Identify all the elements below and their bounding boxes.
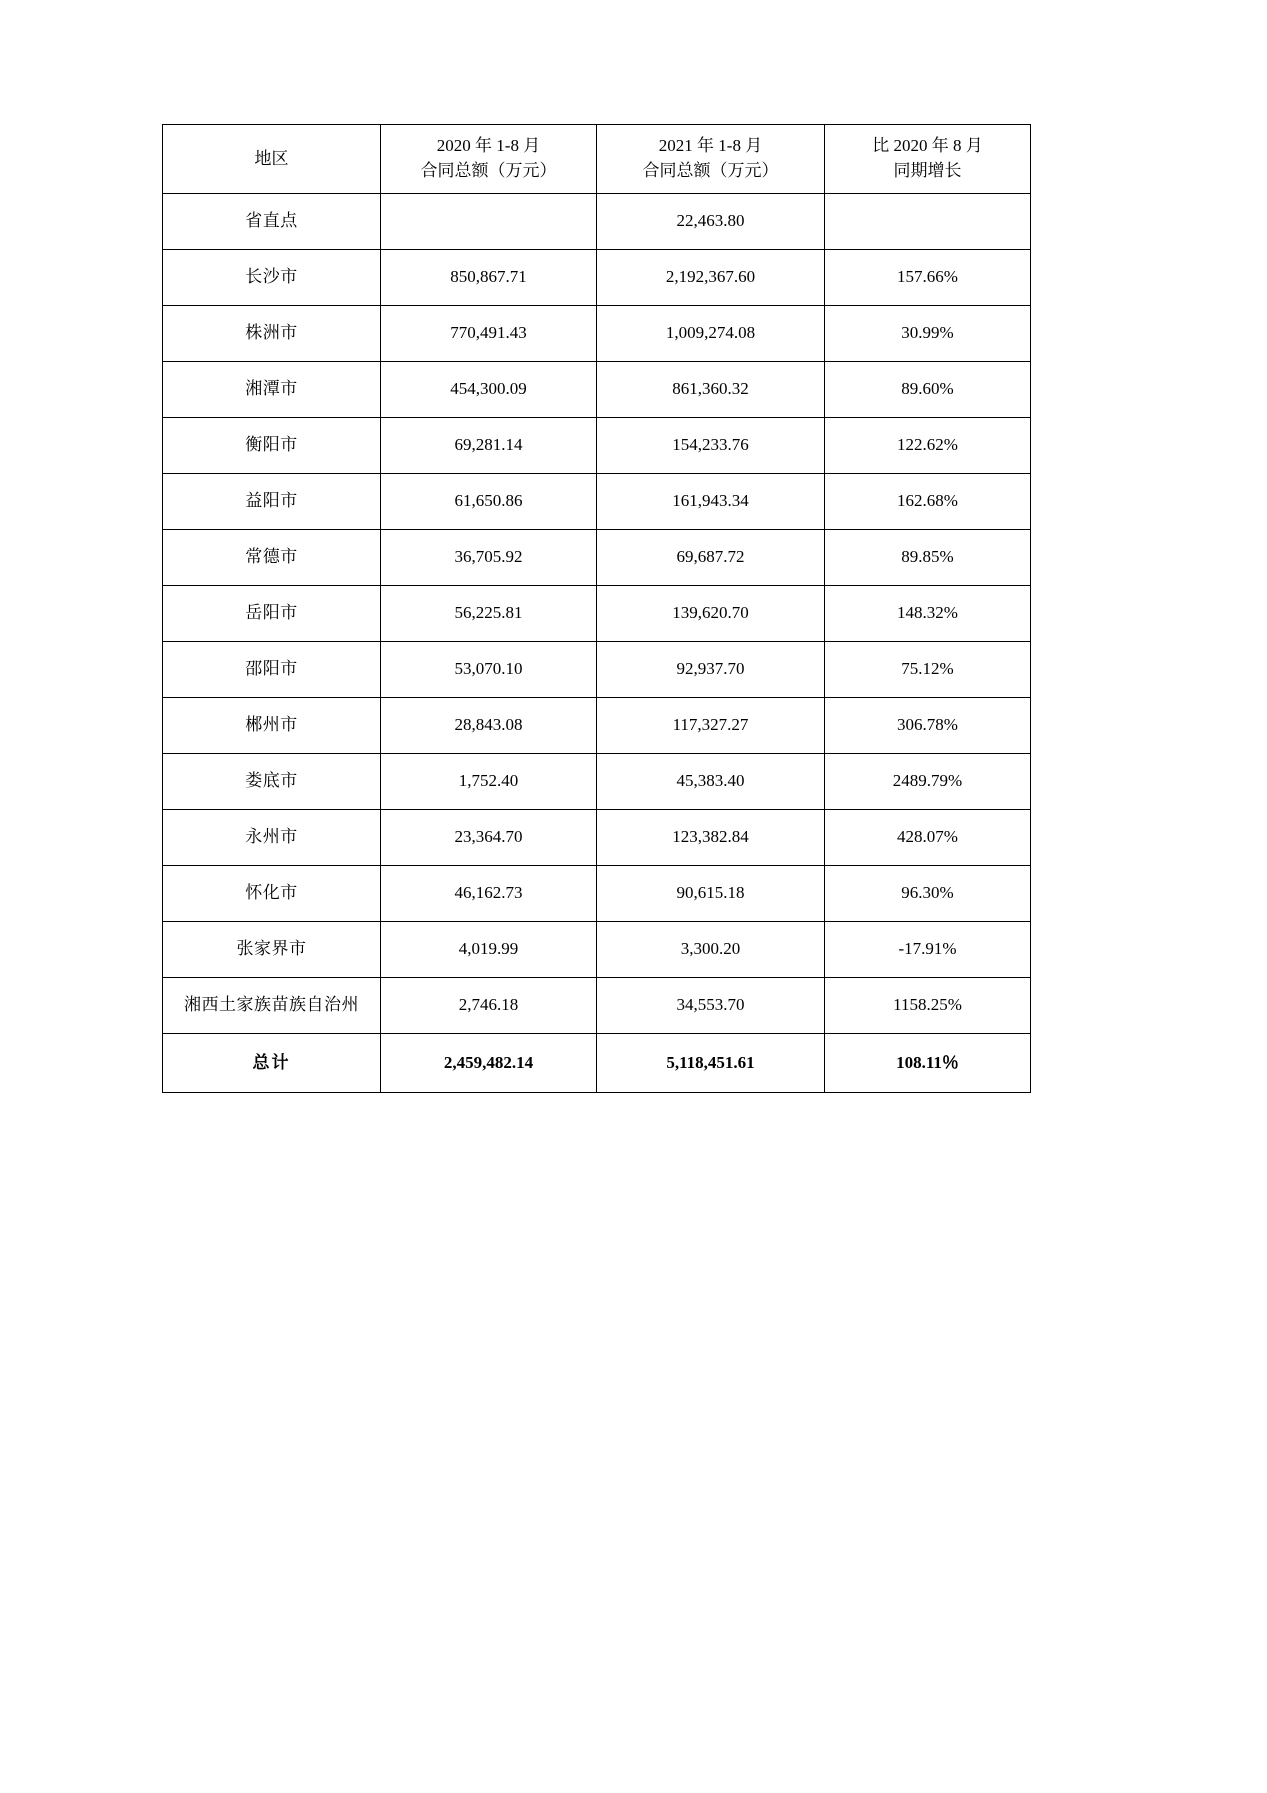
cell-2021: 1,009,274.08 bbox=[597, 306, 825, 362]
cell-2020: 36,705.92 bbox=[381, 530, 597, 586]
cell-2021: 69,687.72 bbox=[597, 530, 825, 586]
cell-2021: 861,360.32 bbox=[597, 362, 825, 418]
table-header-row bbox=[163, 125, 1031, 194]
cell-2021: 34,553.70 bbox=[597, 978, 825, 1034]
cell-2020: 4,019.99 bbox=[381, 922, 597, 978]
table-row bbox=[163, 586, 1031, 642]
cell-2021: 90,615.18 bbox=[597, 866, 825, 922]
cell-2021: 22,463.80 bbox=[597, 194, 825, 250]
cell-growth: 157.66% bbox=[825, 250, 1031, 306]
cell-region: 娄底市 bbox=[163, 754, 381, 810]
column-header-growth bbox=[825, 125, 1031, 194]
table-row bbox=[163, 922, 1031, 978]
table-body bbox=[163, 194, 1031, 1093]
cell-2020: 454,300.09 bbox=[381, 362, 597, 418]
table-row bbox=[163, 754, 1031, 810]
cell-region: 永州市 bbox=[163, 810, 381, 866]
cell-2020: 46,162.73 bbox=[381, 866, 597, 922]
cell-2021: 123,382.84 bbox=[597, 810, 825, 866]
table-row bbox=[163, 306, 1031, 362]
column-header-2020 bbox=[381, 125, 597, 194]
cell-region: 省直点 bbox=[163, 194, 381, 250]
table-row bbox=[163, 866, 1031, 922]
cell-total-2020: 2,459,482.14 bbox=[381, 1034, 597, 1093]
table-row bbox=[163, 474, 1031, 530]
cell-growth: 89.85% bbox=[825, 530, 1031, 586]
cell-total-label: 总计 bbox=[163, 1034, 381, 1093]
table-header bbox=[163, 125, 1031, 194]
cell-growth: 306.78% bbox=[825, 698, 1031, 754]
cell-2020: 69,281.14 bbox=[381, 418, 597, 474]
cell-2020: 1,752.40 bbox=[381, 754, 597, 810]
column-header-region bbox=[163, 125, 381, 194]
table-row bbox=[163, 530, 1031, 586]
table-row bbox=[163, 642, 1031, 698]
cell-growth: 96.30% bbox=[825, 866, 1031, 922]
contract-table-container bbox=[162, 124, 1030, 1093]
cell-2020 bbox=[381, 194, 597, 250]
cell-region: 怀化市 bbox=[163, 866, 381, 922]
cell-region: 常德市 bbox=[163, 530, 381, 586]
column-header-2020-line2: 合同总额（万元） bbox=[420, 161, 557, 180]
cell-2020: 770,491.43 bbox=[381, 306, 597, 362]
table-row bbox=[163, 418, 1031, 474]
cell-2021: 92,937.70 bbox=[597, 642, 825, 698]
cell-2021: 139,620.70 bbox=[597, 586, 825, 642]
cell-total-2021: 5,118,451.61 bbox=[597, 1034, 825, 1093]
cell-growth: 162.68% bbox=[825, 474, 1031, 530]
cell-growth: 2489.79% bbox=[825, 754, 1031, 810]
column-header-region-line1: 地区 bbox=[254, 148, 289, 168]
cell-region: 张家界市 bbox=[163, 922, 381, 978]
cell-2020: 23,364.70 bbox=[381, 810, 597, 866]
table-row bbox=[163, 978, 1031, 1034]
cell-growth: 75.12% bbox=[825, 642, 1031, 698]
contract-total-table bbox=[162, 124, 1031, 1093]
cell-growth: 122.62% bbox=[825, 418, 1031, 474]
cell-growth: -17.91% bbox=[825, 922, 1031, 978]
cell-growth: 148.32% bbox=[825, 586, 1031, 642]
cell-2020: 61,650.86 bbox=[381, 474, 597, 530]
cell-2021: 3,300.20 bbox=[597, 922, 825, 978]
cell-2020: 56,225.81 bbox=[381, 586, 597, 642]
cell-growth bbox=[825, 194, 1031, 250]
cell-region: 湘潭市 bbox=[163, 362, 381, 418]
column-header-growth-line1: 比 2020 年 8 月 bbox=[872, 136, 983, 156]
cell-region: 郴州市 bbox=[163, 698, 381, 754]
table-total-row bbox=[163, 1034, 1031, 1093]
column-header-2021-line2: 合同总额（万元） bbox=[642, 161, 779, 180]
cell-region: 长沙市 bbox=[163, 250, 381, 306]
cell-2020: 2,746.18 bbox=[381, 978, 597, 1034]
cell-region: 湘西土家族苗族自治州 bbox=[163, 978, 381, 1034]
cell-2020: 850,867.71 bbox=[381, 250, 597, 306]
column-header-growth-line2: 同期增长 bbox=[893, 161, 962, 180]
column-header-2020-line1: 2020 年 1-8 月 bbox=[436, 136, 541, 156]
table-row bbox=[163, 698, 1031, 754]
cell-region: 株洲市 bbox=[163, 306, 381, 362]
cell-2021: 117,327.27 bbox=[597, 698, 825, 754]
table-row bbox=[163, 250, 1031, 306]
table-row bbox=[163, 810, 1031, 866]
cell-total-growth: 108.11％ bbox=[825, 1034, 1031, 1093]
cell-2021: 2,192,367.60 bbox=[597, 250, 825, 306]
cell-region: 益阳市 bbox=[163, 474, 381, 530]
cell-growth: 89.60% bbox=[825, 362, 1031, 418]
cell-growth: 30.99% bbox=[825, 306, 1031, 362]
cell-2021: 45,383.40 bbox=[597, 754, 825, 810]
cell-2021: 154,233.76 bbox=[597, 418, 825, 474]
cell-growth: 1158.25% bbox=[825, 978, 1031, 1034]
cell-growth: 428.07% bbox=[825, 810, 1031, 866]
cell-region: 衡阳市 bbox=[163, 418, 381, 474]
cell-2020: 28,843.08 bbox=[381, 698, 597, 754]
column-header-2021 bbox=[597, 125, 825, 194]
cell-region: 岳阳市 bbox=[163, 586, 381, 642]
table-row bbox=[163, 362, 1031, 418]
table-row bbox=[163, 194, 1031, 250]
cell-2021: 161,943.34 bbox=[597, 474, 825, 530]
column-header-2021-line1: 2021 年 1-8 月 bbox=[658, 136, 763, 156]
cell-region: 邵阳市 bbox=[163, 642, 381, 698]
cell-2020: 53,070.10 bbox=[381, 642, 597, 698]
